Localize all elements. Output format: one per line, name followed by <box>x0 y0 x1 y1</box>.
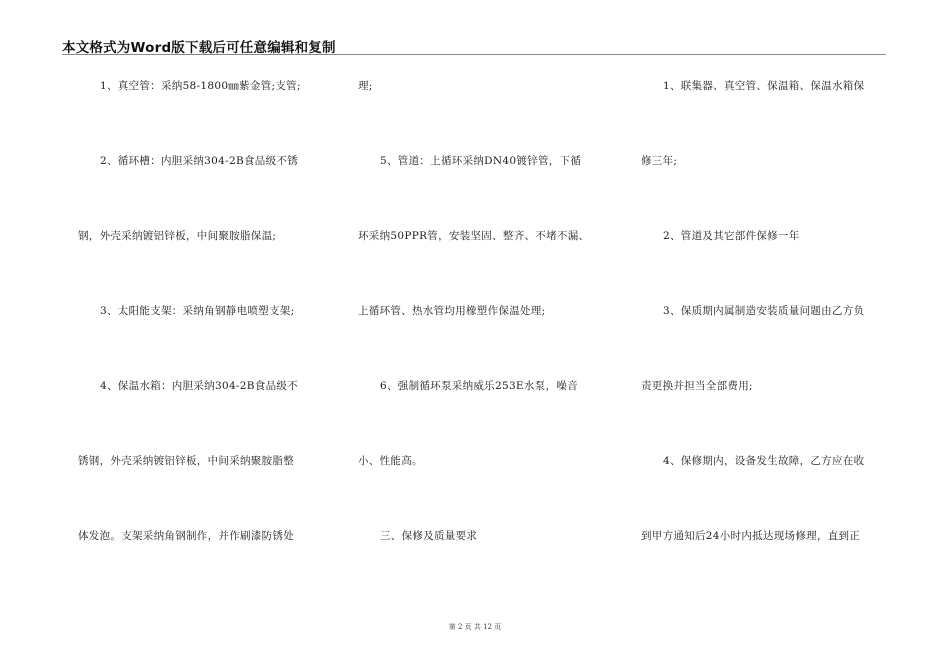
text-line: 理; <box>358 80 373 92</box>
text-line: 小、性能高。 <box>358 455 423 467</box>
page-number: 第 2 页 共 12 页 <box>448 623 502 631</box>
text-line: 锈钢，外壳采纳镀铝锌板，中间采纳聚胺脂整 <box>78 455 294 467</box>
text-line: 5、管道：上循环采纳DN40镀锌管，下循 <box>380 155 582 167</box>
text-line: 1、联集器、真空管、保温箱、保温水箱保 <box>663 80 865 92</box>
text-line: 2、管道及其它部件保修一年 <box>663 230 800 242</box>
text-line: 体发泡。支架采纳角钢制作，并作刷漆防锈处 <box>78 530 294 542</box>
text-line: 3、太阳能支架：采纳角钢静电喷塑支架; <box>100 305 295 317</box>
text-line: 到甲方通知后24小时内抵达现场修理，直到正 <box>641 530 861 542</box>
document-header <box>62 34 886 55</box>
text-line: 修三年; <box>641 155 678 167</box>
text-line: 钢，外壳采纳镀铝锌板，中间聚胺脂保温; <box>78 230 277 242</box>
text-line: 2、循环槽：内胆采纳304-2B食品级不锈 <box>100 155 298 167</box>
text-line: 上循环管、热水管均用橡塑作保温处理; <box>358 305 546 317</box>
text-line: 1、真空管：采纳58-1800㎜紫金管;支管; <box>100 80 301 92</box>
section-heading: 三、保修及质量要求 <box>380 530 478 542</box>
text-line: 3、保质期内属制造安装质量问题由乙方负 <box>663 305 865 317</box>
header-title: 本文格式为Word版下载后可任意编辑和复制 <box>62 40 336 56</box>
text-line: 6、强制循环泵采纳威乐253E水泵，噪音 <box>380 380 578 392</box>
text-line: 4、保温水箱：内胆采纳304-2B食品级不 <box>100 380 298 392</box>
text-line: 环采纳50PPR管，安装坚固、整齐、不堵不漏、 <box>358 230 590 242</box>
text-line: 责更换并担当全部费用; <box>641 380 753 392</box>
text-line: 4、保修期内，设备发生故障，乙方应在收 <box>663 455 865 467</box>
